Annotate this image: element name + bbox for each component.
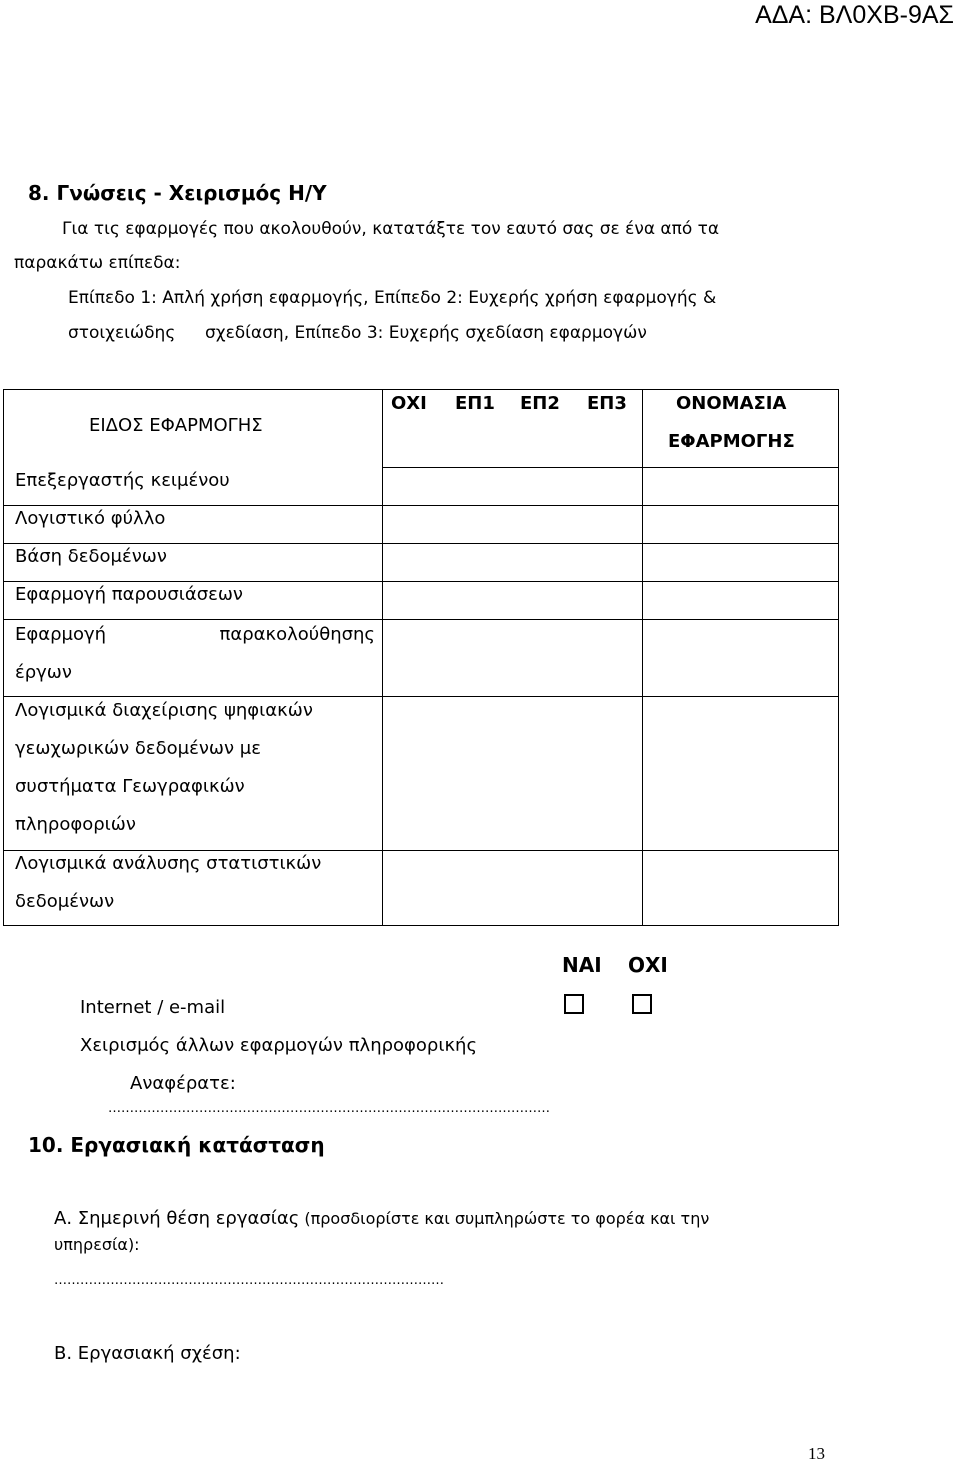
current-position-label: Α. Σημερινή θέση εργασίας (54, 1208, 300, 1229)
current-position-note: (προσδιορίστε και συμπληρώστε το φορέα και την (299, 1209, 710, 1228)
intro-line-1: Για τις εφαρμογές που ακολουθούν, κατατάξτε τον εαυτό σας σε ένα από τα (62, 219, 720, 239)
row-project-tracking-word1: Εφαρμογή (15, 624, 107, 645)
internet-no-checkbox[interactable] (632, 994, 652, 1014)
row-gis-line1: Λογισμικά διαχείρισης ψηφιακών (15, 700, 313, 721)
header-no: ΟΧΙ (391, 393, 427, 414)
header-level-1: ΕΠ1 (455, 393, 495, 414)
document-code: ΑΔΑ: ΒΛ0ΧΒ-9ΑΣ (755, 1, 954, 29)
mention-dotted-line[interactable]: ………………………………………………………………………………………… (108, 1101, 550, 1116)
header-level-3: ΕΠ3 (587, 393, 627, 414)
header-app-name-line2: ΕΦΑΡΜΟΓΗΣ (668, 431, 795, 452)
row-statistics-line2: δεδομένων (15, 891, 115, 912)
row-project-tracking-word2: παρακολούθησης (219, 624, 375, 645)
yes-label: ΝΑΙ (562, 953, 602, 977)
table-row-divider (382, 467, 839, 468)
row-gis-line4: πληροφοριών (15, 814, 136, 835)
row-database: Βάση δεδομένων (15, 546, 167, 567)
current-position-line2: υπηρεσία): (54, 1235, 140, 1254)
intro-line-2: παρακάτω επίπεδα: (14, 253, 181, 273)
row-gis-line3: συστήματα Γεωγραφικών (15, 776, 245, 797)
header-level-2: ΕΠ2 (520, 393, 560, 414)
current-position-line1 (54, 1207, 709, 1231)
current-position-dotted-line[interactable]: ……………………………………………………………………………… (54, 1273, 444, 1288)
table-col-divider (642, 390, 643, 925)
mention-label: Αναφέρατε: (130, 1073, 236, 1094)
section-10-title: 10. Εργασιακή κατάσταση (28, 1133, 325, 1157)
page-number: 13 (808, 1444, 825, 1463)
row-spreadsheet: Λογιστικό φύλλο (15, 508, 166, 529)
employment-relation-label: Β. Εργασιακή σχέση: (54, 1343, 241, 1364)
row-statistics-line1: Λογισμικά ανάλυσης στατιστικών (15, 853, 322, 874)
table-col-divider (382, 390, 383, 925)
row-project-tracking-line2: έργων (15, 662, 72, 683)
levels-line-2a: στοιχειώδης (68, 323, 176, 343)
row-word-processor: Επεξεργαστής κειμένου (15, 470, 230, 491)
row-gis-line2: γεωχωρικών δεδομένων με (15, 738, 261, 759)
internet-email-label: Internet / e-mail (80, 997, 226, 1018)
other-apps-label: Χειρισμός άλλων εφαρμογών πληροφορικής (80, 1035, 478, 1056)
levels-line-2b: σχεδίαση, Επίπεδο 3: Ευχερής σχεδίαση εφαρμογών (205, 323, 647, 343)
row-project-tracking (15, 616, 375, 654)
levels-line-1: Επίπεδο 1: Απλή χρήση εφαρμογής, Επίπεδο 2: Ευχερής χρήση εφαρμογής & (68, 288, 717, 308)
header-app-name-line1: ΟΝΟΜΑΣΙΑ (676, 393, 787, 414)
applications-table (3, 389, 839, 926)
row-presentations: Εφαρμογή παρουσιάσεων (15, 584, 243, 605)
internet-yes-checkbox[interactable] (564, 994, 584, 1014)
no-label: ΟΧΙ (628, 953, 668, 977)
header-application-type: ΕΙΔΟΣ ΕΦΑΡΜΟΓΗΣ (89, 415, 263, 436)
section-8-title: 8. Γνώσεις - Χειρισμός Η/Υ (28, 181, 327, 205)
